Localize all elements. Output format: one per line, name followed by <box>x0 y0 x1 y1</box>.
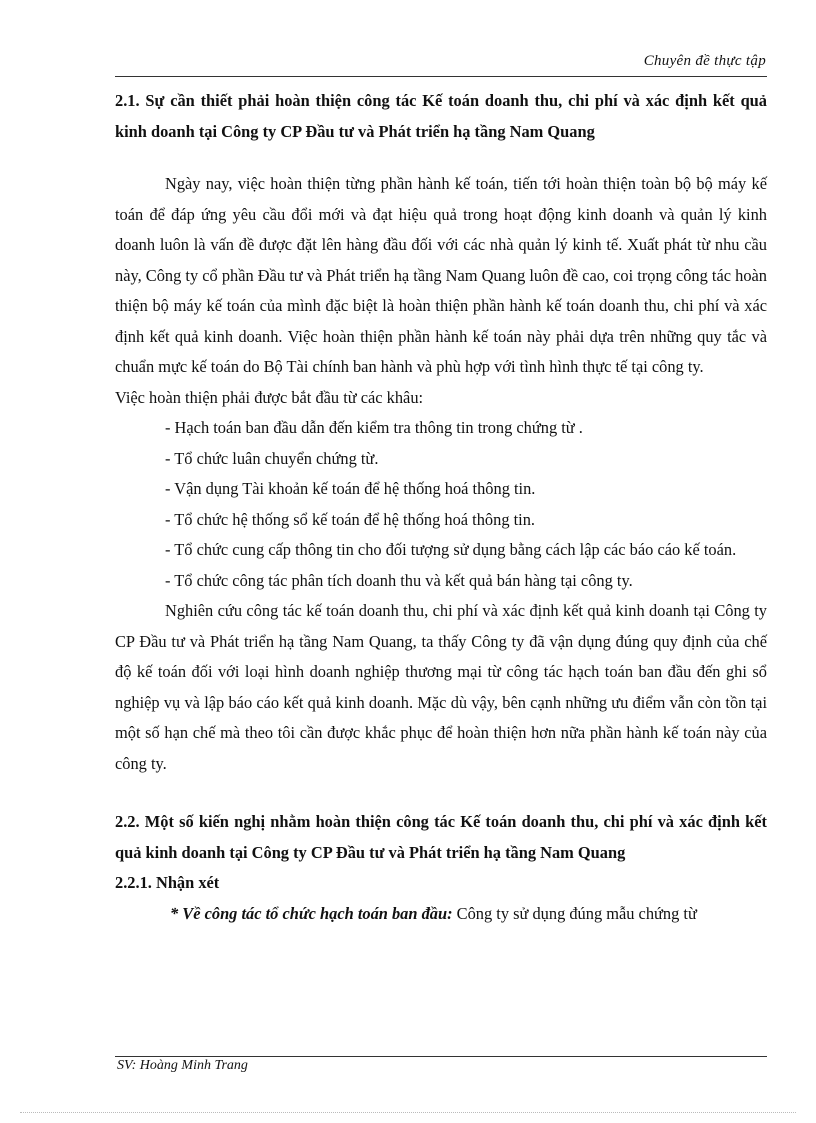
list-item: - Hạch toán ban đầu dẫn đến kiểm tra thông tin trong chứng từ . <box>165 418 583 437</box>
remark-text: Công ty sử dụng đúng mẫu chứng từ <box>452 903 697 923</box>
remark-paragraph <box>115 899 767 930</box>
list-item: - Tổ chức cung cấp thông tin cho đối tượng sử dụng bằng cách lập các báo cáo kế toán. <box>165 540 737 559</box>
section-2-1-paragraph-2: Nghiên cứu công tác kế toán doanh thu, chi phí và xác định kết quả kinh doanh tại Công ty CP Đầu tư và Phát triển hạ tầng Nam Quang, ta thấy Công ty đã vận dụng đúng quy định của chế độ kế toán đối với loại hình doanh nghiệp thương mại từ công tác hạch toán ban đầu đến ghi sổ nghiệp vụ và lập báo cáo kết quả kinh doanh. Mặc dù vậy, bên cạnh những ưu điểm vẫn còn tồn tại một số hạn chế mà theo tôi cần được khắc phục để hoàn thiện hơn nữa phần hành kế toán này của công ty. <box>115 601 767 773</box>
spacer <box>115 147 767 169</box>
spacer <box>115 779 767 807</box>
list-item: - Vận dụng Tài khoản kế toán để hệ thống hoá thông tin. <box>165 479 536 498</box>
remark-label: * Về công tác tổ chức hạch toán ban đầu: <box>170 903 453 923</box>
section-2-2-1-heading: 2.2.1. Nhận xét <box>115 873 220 892</box>
section-2-1-heading: 2.1. Sự cần thiết phải hoàn thiện công tác Kế toán doanh thu, chi phí và xác định kết quả kinh doanh tại Công ty CP Đầu tư và Phát triển hạ tầng Nam Quang <box>115 91 767 141</box>
header-divider <box>115 76 767 77</box>
list-item: - Tổ chức công tác phân tích doanh thu và kết quả bán hàng tại công ty. <box>165 570 633 590</box>
footer-divider <box>115 1056 767 1057</box>
page-content <box>115 86 767 929</box>
section-2-2-heading: 2.2. Một số kiến nghị nhằm hoàn thiện công tác Kế toán doanh thu, chi phí và xác định kết quả kinh doanh tại Công ty CP Đầu tư và Phát triển hạ tầng Nam Quang <box>115 812 767 862</box>
section-2-1-lead-in: Việc hoàn thiện phải được bắt đầu từ các khâu: <box>115 387 424 407</box>
section-2-1-paragraph-1: Ngày nay, việc hoàn thiện từng phần hành kế toán, tiến tới hoàn thiện toàn bộ bộ máy kế toán để đáp ứng yêu cầu đổi mới và đạt hiệu quả trong hoạt động kinh doanh và quản lý kinh doanh luôn là vấn đề được đặt lên hàng đầu đối với các nhà quản lý kinh tế. Xuất phát từ nhu cầu này, Công ty cổ phần Đầu tư và Phát triển hạ tầng Nam Quang luôn đề cao, coi trọng công tác hoàn thiện bộ máy kế toán của mình đặc biệt là hoàn thiện phần hành kế toán doanh thu, chi phí và xác định kết quả kinh doanh. Việc hoàn thiện phần hành kế toán này phải dựa trên những quy tắc và chuẩn mực kế toán do Bộ Tài chính ban hành và phù hợp với tình hình thực tế tại công ty. <box>115 174 767 376</box>
running-header: Chuyên đề thực tập <box>643 53 766 69</box>
list-item: - Tổ chức luân chuyển chứng từ. <box>165 448 379 468</box>
list-item: - Tổ chức hệ thống sổ kế toán để hệ thống hoá thông tin. <box>165 509 536 529</box>
footer-author: SV: Hoàng Minh Trang <box>117 1058 248 1073</box>
page-edge-dotted-line <box>20 1112 796 1113</box>
